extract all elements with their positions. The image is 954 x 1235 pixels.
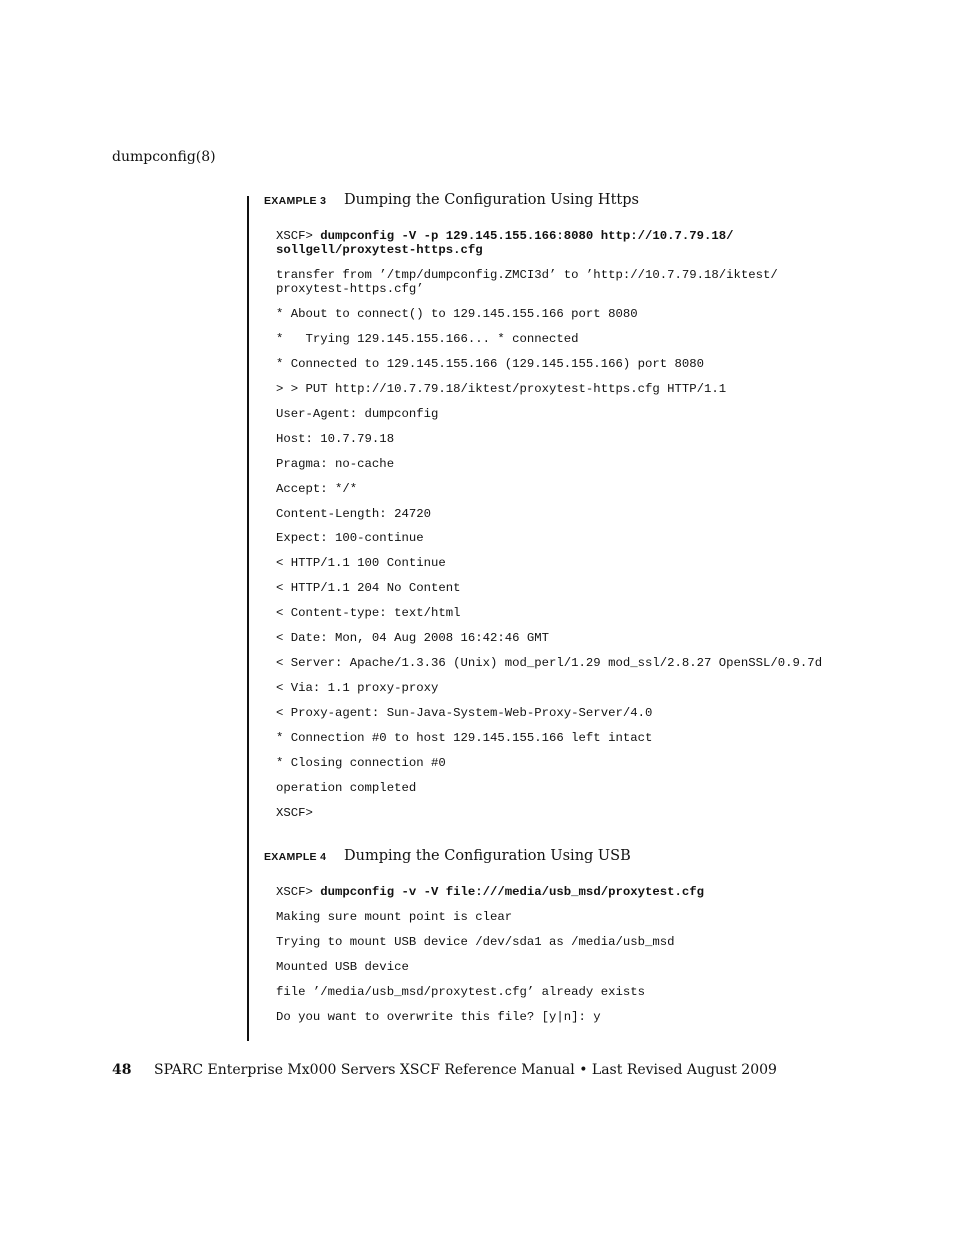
- output-line: < Date: Mon, 04 Aug 2008 16:42:46 GMT: [276, 631, 550, 645]
- output-line: < Proxy-agent: Sun-Java-System-Web-Proxy-Server/4.0: [276, 706, 653, 720]
- output-line: * Connected to 129.145.155.166 (129.145.155.166) port 8080: [276, 357, 705, 371]
- output-line: operation completed: [276, 781, 417, 795]
- output-line: < Via: 1.1 proxy-proxy: [276, 681, 439, 695]
- output-line: proxytest-https.cfg’: [276, 282, 424, 296]
- output-line: Do you want to overwrite this file? [y|n]: y: [276, 1010, 601, 1024]
- example-4-prompt: XSCF>: [276, 885, 321, 899]
- output-line: Mounted USB device: [276, 960, 409, 974]
- example-3-command-line-2: sollgell/proxytest-https.cfg: [276, 243, 483, 257]
- example-4-command-text: dumpconfig -v -V file:///media/usb_msd/proxytest.cfg: [320, 885, 705, 899]
- output-line: file ’/media/usb_msd/proxytest.cfg’ already exists: [276, 985, 645, 999]
- output-line: < HTTP/1.1 204 No Content: [276, 581, 461, 595]
- output-line: < HTTP/1.1 100 Continue: [276, 556, 446, 570]
- example-4-label: EXAMPLE 4: [264, 851, 327, 863]
- example-3-command-line-1: dumpconfig -V -p 129.145.155.166:8080 http://10.7.79.18/: [320, 229, 734, 243]
- output-line: < Content-type: text/html: [276, 606, 461, 620]
- output-line: Host: 10.7.79.18: [276, 432, 395, 446]
- output-line: Pragma: no-cache: [276, 457, 395, 471]
- example-3-prompt: XSCF>: [276, 229, 321, 243]
- output-line: < Server: Apache/1.3.36 (Unix) mod_perl/1.29 mod_ssl/2.8.27 OpenSSL/0.9.7d: [276, 656, 823, 670]
- output-line: Expect: 100-continue: [276, 531, 424, 545]
- change-bar: [247, 196, 249, 1041]
- example-4-command: [276, 885, 704, 899]
- example-3-label: EXAMPLE 3: [264, 195, 327, 207]
- output-line: transfer from ’/tmp/dumpconfig.ZMCI3d’ to ’http://10.7.79.18/iktest/: [276, 268, 778, 282]
- output-line: > > PUT http://10.7.79.18/iktest/proxytest-https.cfg HTTP/1.1: [276, 382, 727, 396]
- example-4-heading: [264, 848, 631, 864]
- output-line: Making sure mount point is clear: [276, 910, 513, 924]
- output-line: User-Agent: dumpconfig: [276, 407, 439, 421]
- running-head: dumpconfig(8): [112, 149, 216, 165]
- output-line: Trying to mount USB device /dev/sda1 as /media/usb_msd: [276, 935, 675, 949]
- output-line: * Connection #0 to host 129.145.155.166 left intact: [276, 731, 653, 745]
- output-line: * Closing connection #0: [276, 756, 446, 770]
- output-line: * Trying 129.145.155.166... * connected: [276, 332, 579, 346]
- example-4-title: Dumping the Configuration Using USB: [344, 848, 631, 864]
- footer-text: SPARC Enterprise Mx000 Servers XSCF Reference Manual • Last Revised August 2009: [154, 1062, 777, 1078]
- output-line: * About to connect() to 129.145.155.166 port 8080: [276, 307, 638, 321]
- page-number: 48: [112, 1062, 132, 1078]
- output-line: XSCF>: [276, 806, 313, 820]
- example-3-title: Dumping the Configuration Using Https: [344, 192, 639, 208]
- example-3-output-transfer: [276, 268, 778, 296]
- output-line: Content-Length: 24720: [276, 507, 431, 521]
- example-3-heading: [264, 192, 639, 208]
- output-line: Accept: */*: [276, 482, 358, 496]
- example-3-command: [276, 229, 734, 257]
- page-footer: [112, 1062, 777, 1078]
